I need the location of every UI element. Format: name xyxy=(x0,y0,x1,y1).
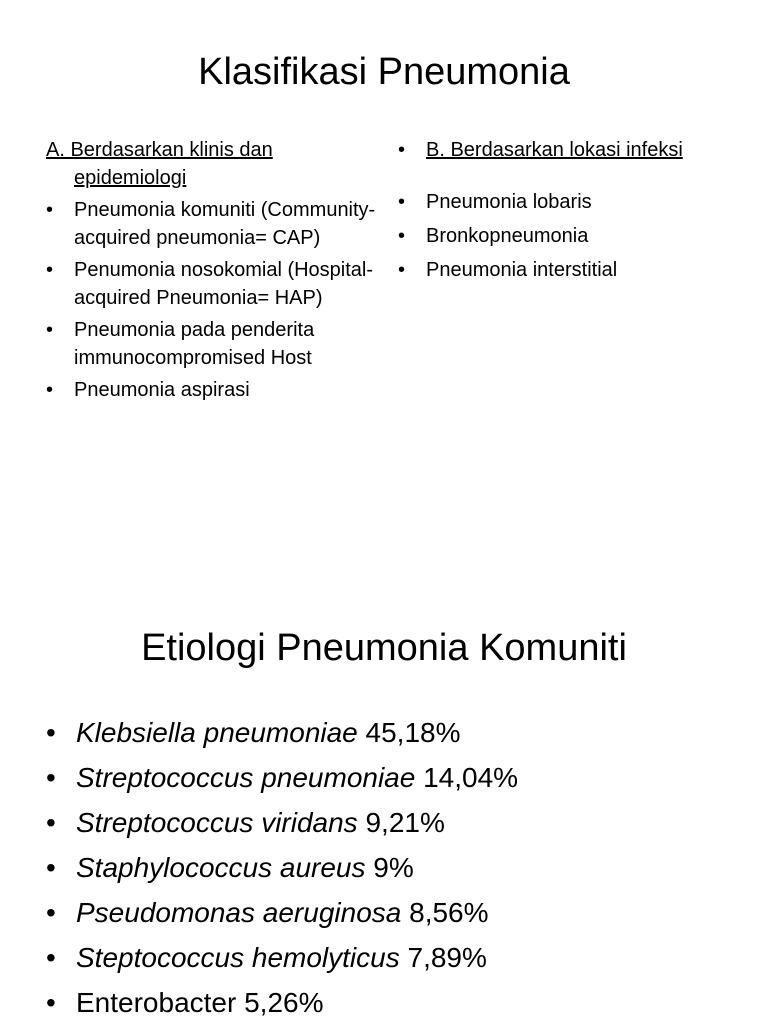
list-item: • Pneumonia lobaris xyxy=(398,188,738,216)
bullet-icon: • xyxy=(398,259,406,281)
organism-percent: 5,26% xyxy=(244,987,324,1018)
organism-name: Staphylococcus aureus xyxy=(76,852,366,883)
bullet-icon: • xyxy=(398,191,406,213)
column-a-klinis xyxy=(46,136,376,404)
bullet-icon: • xyxy=(46,852,56,883)
bullet-icon: • xyxy=(46,379,54,401)
bullet-icon: • xyxy=(46,717,56,748)
bullet-icon: • xyxy=(46,807,56,838)
list-item: • Penumonia nosokomial (Hospital-acquired Pneumonia= HAP) xyxy=(46,256,376,312)
list-item: • Pneumonia pada penderita immunocompromised Host xyxy=(46,316,376,372)
column-a-list xyxy=(46,196,376,404)
slide-title-etiologi: Etiologi Pneumonia Komuniti xyxy=(141,627,627,669)
column-b-heading-list xyxy=(398,136,738,164)
bullet-icon: • xyxy=(46,319,54,341)
organism-percent: 9,21% xyxy=(365,807,445,838)
organism-name: Steptococcus hemolyticus xyxy=(76,942,400,973)
list-item xyxy=(46,755,746,800)
list-item: • Pneumonia komuniti (Community-acquired pneumonia= CAP) xyxy=(46,196,376,252)
list-item xyxy=(46,890,746,935)
organism-name: Streptococcus pneumoniae xyxy=(76,762,416,793)
list-item: • Bronkopneumonia xyxy=(398,222,738,250)
organism-name: Klebsiella pneumoniae xyxy=(76,717,358,748)
list-item xyxy=(46,980,746,1025)
column-a-heading: A. Berdasarkan klinis dan epidemiologi xyxy=(46,139,273,189)
bullet-icon: • xyxy=(46,942,56,973)
organism-percent: 9% xyxy=(373,852,414,883)
list-item xyxy=(46,935,746,980)
organism-name: Streptococcus viridans xyxy=(76,807,358,838)
list-item xyxy=(46,845,746,890)
organism-percent: 14,04% xyxy=(423,762,519,793)
bullet-icon: • xyxy=(46,897,56,928)
column-b-lokasi xyxy=(398,136,738,284)
organism-percent: 8,56% xyxy=(409,897,489,928)
bullet-icon: • xyxy=(46,987,56,1018)
list-item: • Pneumonia aspirasi xyxy=(46,376,376,404)
column-b-heading: • B. Berdasarkan lokasi infeksi xyxy=(398,136,738,164)
column-b-list xyxy=(398,188,738,284)
list-item xyxy=(46,710,746,755)
organism-name: Enterobacter xyxy=(76,987,237,1018)
etiologi-list xyxy=(46,710,746,1025)
bullet-icon: • xyxy=(398,139,406,161)
list-item: • Pneumonia interstitial xyxy=(398,256,738,284)
bullet-icon: • xyxy=(46,199,54,221)
slide-title-klasifikasi: Klasifikasi Pneumonia xyxy=(198,51,570,93)
organism-name: Pseudomonas aeruginosa xyxy=(76,897,402,928)
organism-percent: 45,18% xyxy=(365,717,461,748)
list-item xyxy=(46,800,746,845)
bullet-icon: • xyxy=(398,225,406,247)
organism-percent: 7,89% xyxy=(407,942,487,973)
bullet-icon: • xyxy=(46,762,56,793)
bullet-icon: • xyxy=(46,259,54,281)
